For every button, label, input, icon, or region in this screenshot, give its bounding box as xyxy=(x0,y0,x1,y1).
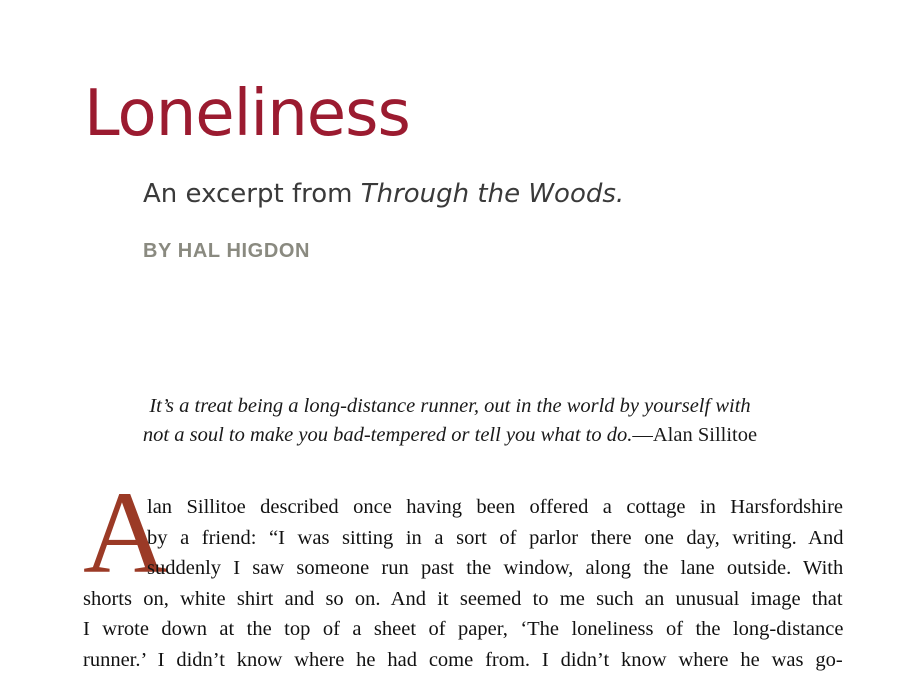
epigraph-quote-line-1: It’s a treat being a long-distance runner, out in the world by yourself with xyxy=(149,395,750,417)
body-paragraph xyxy=(83,492,843,675)
book-title: Through the Woods. xyxy=(361,179,624,209)
drop-cap: A xyxy=(83,483,168,583)
article-title: Loneliness xyxy=(84,74,410,154)
article-subtitle xyxy=(143,176,624,212)
body-line: shorts on, white shirt and so on. And it seemed to me such an unusual image that xyxy=(83,584,843,615)
epigraph xyxy=(60,392,840,450)
subtitle-prefix: An excerpt from xyxy=(143,179,361,209)
body-line: suddenly I saw someone run past the window, along the lane outside. With xyxy=(83,553,843,584)
body-line: runner.’ I didn’t know where he had come from. I didn’t know where he was go- xyxy=(83,645,843,675)
epigraph-quote-line-2: not a soul to make you bad-tempered or tell you what to do. xyxy=(143,424,632,446)
body-line: I wrote down at the top of a sheet of paper, ‘The loneliness of the long-distance xyxy=(83,614,843,645)
body-line: by a friend: “I was sitting in a sort of parlor there one day, writing. And xyxy=(83,523,843,554)
body-line: lan Sillitoe described once having been offered a cottage in Harsfordshire xyxy=(83,492,843,523)
author-byline: BY HAL HIGDON xyxy=(143,237,310,265)
epigraph-attribution: —Alan Sillitoe xyxy=(632,424,757,446)
